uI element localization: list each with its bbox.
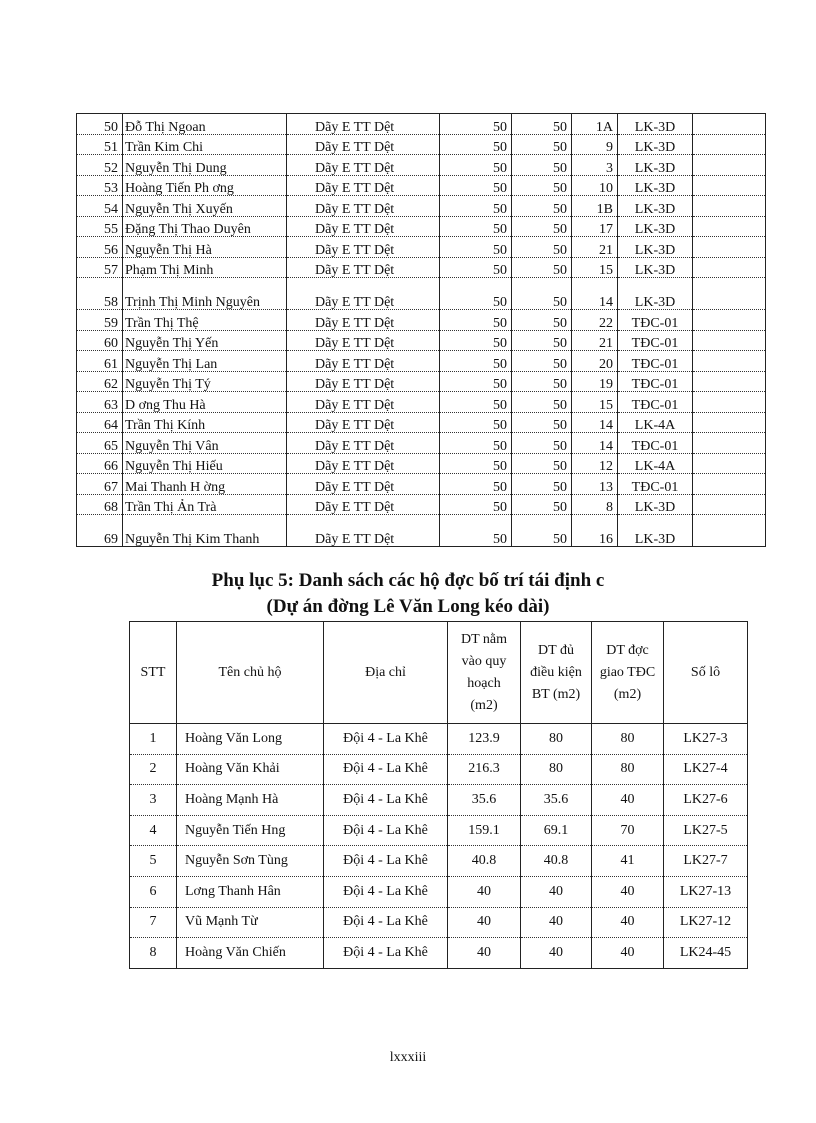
allocated-area: 80 (592, 724, 664, 755)
row-number: 7 (130, 907, 177, 938)
row-number: 62 (77, 371, 123, 392)
row-number: 68 (77, 494, 123, 515)
area-value: 50 (512, 175, 572, 196)
column-header: Số lô (664, 622, 748, 724)
row-number: 54 (77, 196, 123, 217)
area-value: 50 (440, 237, 512, 258)
table-row (77, 371, 766, 392)
address: Đội 4 - La Khê (324, 754, 448, 785)
row-number: 58 (77, 278, 123, 310)
eligible-area: 35.6 (521, 785, 592, 816)
lot-code: LK-3D (618, 216, 693, 237)
row-number: 55 (77, 216, 123, 237)
column-header: Địa chỉ (324, 622, 448, 724)
household-name: Đỗ Thị Ngoan (123, 114, 287, 135)
planned-area: 40.8 (448, 846, 521, 877)
row-number: 56 (77, 237, 123, 258)
note-cell (693, 216, 766, 237)
table-row (77, 515, 766, 547)
household-name: Đặng Thị Thao Duyên (123, 216, 287, 237)
household-name: Nguyễn Thị Kim Thanh (123, 515, 287, 547)
address: Đội 4 - La Khê (324, 724, 448, 755)
resettlement-table (129, 621, 748, 969)
eligible-area: 80 (521, 724, 592, 755)
planned-area: 216.3 (448, 754, 521, 785)
allocated-area: 80 (592, 754, 664, 785)
area-value: 50 (440, 474, 512, 495)
lot-code: TĐC-01 (618, 330, 693, 351)
allocated-area: 40 (592, 785, 664, 816)
household-name: Hoàng Văn Chiến (177, 938, 324, 969)
household-name: Trần Thị Kính (123, 412, 287, 433)
lot-index: 10 (572, 175, 618, 196)
household-name: Trần Thị Thệ (123, 310, 287, 331)
area-value: 50 (512, 216, 572, 237)
area-value: 50 (512, 474, 572, 495)
note-cell (693, 237, 766, 258)
address: Dãy E TT Dệt (287, 278, 440, 310)
address: Dãy E TT Dệt (287, 433, 440, 454)
row-number: 1 (130, 724, 177, 755)
allocated-area: 40 (592, 938, 664, 969)
household-name: Nguyễn Thị Lan (123, 351, 287, 372)
household-name: Nguyễn Thị Tý (123, 371, 287, 392)
table-row (77, 278, 766, 310)
appendix-title: Phụ lục 5: Danh sách các hộ đợc bố trí tái định c (211, 570, 605, 591)
table-row (77, 155, 766, 176)
lot-number: LK27-13 (664, 876, 748, 907)
page-number: lxxxiii (389, 1050, 427, 1065)
row-number: 50 (77, 114, 123, 135)
area-value: 50 (512, 114, 572, 135)
table-row (130, 754, 748, 785)
lot-code: LK-3D (618, 155, 693, 176)
address: Dãy E TT Dệt (287, 310, 440, 331)
row-number: 52 (77, 155, 123, 176)
household-name: Lơng Thanh Hân (177, 876, 324, 907)
table-row (77, 134, 766, 155)
area-value: 50 (512, 515, 572, 547)
note-cell (693, 278, 766, 310)
area-value: 50 (440, 114, 512, 135)
lot-index: 16 (572, 515, 618, 547)
column-header: DT đợc giao TĐC (m2) (592, 622, 664, 724)
area-value: 50 (440, 515, 512, 547)
address: Đội 4 - La Khê (324, 815, 448, 846)
eligible-area: 80 (521, 754, 592, 785)
address: Dãy E TT Dệt (287, 114, 440, 135)
table-row (77, 216, 766, 237)
column-header: STT (130, 622, 177, 724)
lot-index: 13 (572, 474, 618, 495)
table-row (130, 907, 748, 938)
area-value: 50 (440, 371, 512, 392)
planned-area: 40 (448, 876, 521, 907)
area-value: 50 (440, 278, 512, 310)
lot-index: 12 (572, 453, 618, 474)
lot-index: 15 (572, 257, 618, 278)
household-name: Trịnh Thị Minh Nguyên (123, 278, 287, 310)
address: Dãy E TT Dệt (287, 515, 440, 547)
lot-code: LK-3D (618, 114, 693, 135)
lot-code: TĐC-01 (618, 351, 693, 372)
table-row (77, 175, 766, 196)
lot-code: LK-4A (618, 453, 693, 474)
household-name: Trần Thị Ản Trà (123, 494, 287, 515)
address: Dãy E TT Dệt (287, 257, 440, 278)
lot-index: 1A (572, 114, 618, 135)
area-value: 50 (512, 330, 572, 351)
household-name: Hoàng Văn Khải (177, 754, 324, 785)
area-value: 50 (440, 330, 512, 351)
area-value: 50 (512, 494, 572, 515)
area-value: 50 (512, 310, 572, 331)
planned-area: 159.1 (448, 815, 521, 846)
area-value: 50 (512, 196, 572, 217)
household-name: Hoàng Mạnh Hà (177, 785, 324, 816)
area-value: 50 (512, 351, 572, 372)
row-number: 59 (77, 310, 123, 331)
note-cell (693, 494, 766, 515)
row-number: 4 (130, 815, 177, 846)
table-row (130, 938, 748, 969)
row-number: 69 (77, 515, 123, 547)
lot-code: TĐC-01 (618, 392, 693, 413)
eligible-area: 40 (521, 907, 592, 938)
address: Dãy E TT Dệt (287, 175, 440, 196)
households-table-continued (76, 113, 766, 547)
lot-number: LK27-5 (664, 815, 748, 846)
household-name: Nguyễn Thị Hiếu (123, 453, 287, 474)
address: Dãy E TT Dệt (287, 494, 440, 515)
row-number: 3 (130, 785, 177, 816)
note-cell (693, 412, 766, 433)
row-number: 6 (130, 876, 177, 907)
table-row (77, 412, 766, 433)
lot-index: 19 (572, 371, 618, 392)
note-cell (693, 371, 766, 392)
address: Dãy E TT Dệt (287, 216, 440, 237)
area-value: 50 (512, 412, 572, 433)
lot-code: LK-3D (618, 515, 693, 547)
appendix-subtitle: (Dự án đờng Lê Văn Long kéo dài) (266, 596, 550, 617)
household-name: D ơng Thu Hà (123, 392, 287, 413)
row-number: 64 (77, 412, 123, 433)
area-value: 50 (512, 453, 572, 474)
lot-index: 9 (572, 134, 618, 155)
household-name: Nguyễn Thị Xuyến (123, 196, 287, 217)
note-cell (693, 453, 766, 474)
eligible-area: 40.8 (521, 846, 592, 877)
lot-code: TĐC-01 (618, 310, 693, 331)
row-number: 65 (77, 433, 123, 454)
row-number: 60 (77, 330, 123, 351)
household-name: Mai Thanh H ờng (123, 474, 287, 495)
address: Dãy E TT Dệt (287, 155, 440, 176)
eligible-area: 40 (521, 938, 592, 969)
area-value: 50 (512, 278, 572, 310)
address: Dãy E TT Dệt (287, 412, 440, 433)
table-row (77, 453, 766, 474)
table-row (77, 330, 766, 351)
area-value: 50 (440, 433, 512, 454)
allocated-area: 40 (592, 876, 664, 907)
area-value: 50 (440, 196, 512, 217)
lot-index: 14 (572, 278, 618, 310)
household-name: Nguyễn Thị Dung (123, 155, 287, 176)
note-cell (693, 175, 766, 196)
address: Đội 4 - La Khê (324, 846, 448, 877)
area-value: 50 (440, 412, 512, 433)
area-value: 50 (512, 257, 572, 278)
note-cell (693, 515, 766, 547)
note-cell (693, 155, 766, 176)
table-row (77, 433, 766, 454)
address: Dãy E TT Dệt (287, 453, 440, 474)
lot-index: 14 (572, 412, 618, 433)
row-number: 53 (77, 175, 123, 196)
lot-code: LK-3D (618, 134, 693, 155)
area-value: 50 (512, 433, 572, 454)
lot-code: LK-3D (618, 237, 693, 258)
table-row (130, 785, 748, 816)
household-name: Nguyễn Sơn Tùng (177, 846, 324, 877)
lot-code: LK-3D (618, 494, 693, 515)
household-name: Phạm Thị Minh (123, 257, 287, 278)
lot-index: 3 (572, 155, 618, 176)
household-name: Nguyễn Thị Hà (123, 237, 287, 258)
area-value: 50 (440, 392, 512, 413)
lot-index: 22 (572, 310, 618, 331)
table-row (77, 114, 766, 135)
note-cell (693, 134, 766, 155)
address: Dãy E TT Dệt (287, 237, 440, 258)
household-name: Nguyễn Tiến Hng (177, 815, 324, 846)
table-row (77, 474, 766, 495)
table-row (77, 494, 766, 515)
address: Đội 4 - La Khê (324, 907, 448, 938)
row-number: 57 (77, 257, 123, 278)
eligible-area: 40 (521, 876, 592, 907)
lot-code: TĐC-01 (618, 474, 693, 495)
lot-code: LK-4A (618, 412, 693, 433)
table-row (130, 724, 748, 755)
lot-index: 21 (572, 237, 618, 258)
note-cell (693, 474, 766, 495)
address: Dãy E TT Dệt (287, 474, 440, 495)
table-header-row (130, 622, 748, 724)
row-number: 5 (130, 846, 177, 877)
column-header: DT đủ điều kiện BT (m2) (521, 622, 592, 724)
lot-number: LK24-45 (664, 938, 748, 969)
lot-code: TĐC-01 (618, 371, 693, 392)
note-cell (693, 392, 766, 413)
household-name: Vũ Mạnh Từ (177, 907, 324, 938)
column-header: Tên chủ hộ (177, 622, 324, 724)
lot-number: LK27-4 (664, 754, 748, 785)
table-row (77, 392, 766, 413)
area-value: 50 (512, 392, 572, 413)
lot-index: 17 (572, 216, 618, 237)
household-name: Hoàng Tiến Ph ơng (123, 175, 287, 196)
lot-number: LK27-12 (664, 907, 748, 938)
area-value: 50 (440, 257, 512, 278)
note-cell (693, 330, 766, 351)
planned-area: 40 (448, 907, 521, 938)
planned-area: 35.6 (448, 785, 521, 816)
area-value: 50 (440, 134, 512, 155)
note-cell (693, 351, 766, 372)
note-cell (693, 196, 766, 217)
note-cell (693, 433, 766, 454)
address: Đội 4 - La Khê (324, 938, 448, 969)
address: Đội 4 - La Khê (324, 785, 448, 816)
row-number: 67 (77, 474, 123, 495)
lot-index: 15 (572, 392, 618, 413)
area-value: 50 (440, 155, 512, 176)
area-value: 50 (440, 216, 512, 237)
address: Dãy E TT Dệt (287, 330, 440, 351)
column-header: DT nằm vào quy hoạch (m2) (448, 622, 521, 724)
household-name: Nguyễn Thị Vân (123, 433, 287, 454)
row-number: 63 (77, 392, 123, 413)
lot-code: LK-3D (618, 175, 693, 196)
planned-area: 123.9 (448, 724, 521, 755)
household-name: Trần Kim Chi (123, 134, 287, 155)
row-number: 8 (130, 938, 177, 969)
allocated-area: 70 (592, 815, 664, 846)
table-row (130, 876, 748, 907)
lot-code: LK-3D (618, 196, 693, 217)
household-name: Hoàng Văn Long (177, 724, 324, 755)
lot-index: 8 (572, 494, 618, 515)
area-value: 50 (512, 371, 572, 392)
lot-index: 20 (572, 351, 618, 372)
address: Đội 4 - La Khê (324, 876, 448, 907)
table-row (130, 846, 748, 877)
row-number: 61 (77, 351, 123, 372)
note-cell (693, 257, 766, 278)
lot-code: LK-3D (618, 257, 693, 278)
area-value: 50 (512, 155, 572, 176)
area-value: 50 (512, 134, 572, 155)
table-row (77, 237, 766, 258)
address: Dãy E TT Dệt (287, 392, 440, 413)
lot-number: LK27-7 (664, 846, 748, 877)
row-number: 51 (77, 134, 123, 155)
area-value: 50 (440, 453, 512, 474)
lot-code: LK-3D (618, 278, 693, 310)
lot-index: 21 (572, 330, 618, 351)
table-row (77, 196, 766, 217)
household-name: Nguyễn Thị Yến (123, 330, 287, 351)
area-value: 50 (512, 237, 572, 258)
address: Dãy E TT Dệt (287, 351, 440, 372)
table-row (77, 351, 766, 372)
row-number: 66 (77, 453, 123, 474)
lot-code: TĐC-01 (618, 433, 693, 454)
table-row (77, 310, 766, 331)
lot-index: 14 (572, 433, 618, 454)
allocated-area: 41 (592, 846, 664, 877)
area-value: 50 (440, 175, 512, 196)
planned-area: 40 (448, 938, 521, 969)
note-cell (693, 114, 766, 135)
note-cell (693, 310, 766, 331)
area-value: 50 (440, 494, 512, 515)
table-row (130, 815, 748, 846)
allocated-area: 40 (592, 907, 664, 938)
address: Dãy E TT Dệt (287, 134, 440, 155)
address: Dãy E TT Dệt (287, 371, 440, 392)
address: Dãy E TT Dệt (287, 196, 440, 217)
area-value: 50 (440, 310, 512, 331)
table-row (77, 257, 766, 278)
row-number: 2 (130, 754, 177, 785)
area-value: 50 (440, 351, 512, 372)
lot-index: 1B (572, 196, 618, 217)
lot-number: LK27-6 (664, 785, 748, 816)
eligible-area: 69.1 (521, 815, 592, 846)
lot-number: LK27-3 (664, 724, 748, 755)
